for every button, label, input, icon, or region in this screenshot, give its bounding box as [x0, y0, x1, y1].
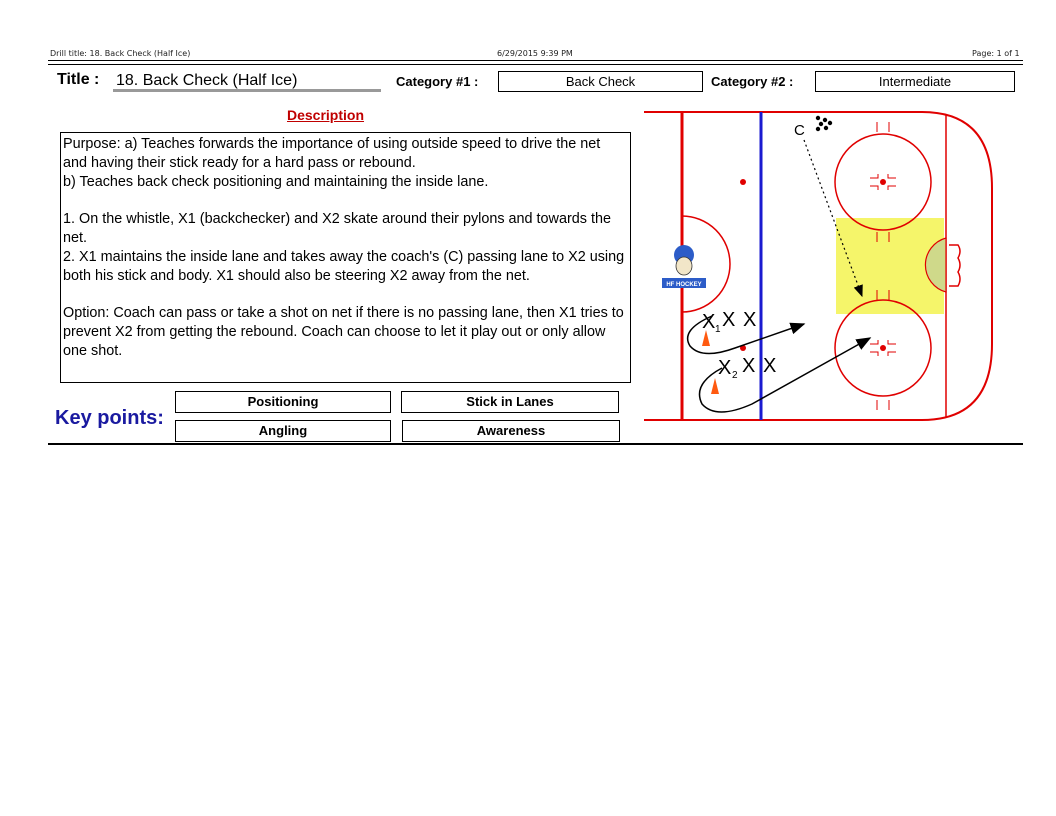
purpose-a-text: Purpose: a) Teaches forwards the importance of using outside speed to drive the net and having their stick ready for a hard pass or rebound.: [63, 136, 601, 171]
key-point-stick-in-lanes: Stick in Lanes: [401, 391, 619, 413]
description-box: [60, 132, 631, 383]
category2-label: Category #2 :: [711, 74, 794, 89]
svg-text:X: X: [742, 355, 756, 377]
title-field: 18. Back Check (Half Ice): [113, 72, 381, 92]
header-page-number: Page: 1 of 1: [972, 49, 1020, 58]
category2-field: Intermediate: [815, 71, 1015, 92]
puck-pile-icon: [816, 116, 832, 131]
svg-text:2: 2: [732, 370, 738, 381]
coach-label: C: [794, 122, 805, 139]
svg-text:X: X: [702, 311, 716, 333]
category1-label: Category #1 :: [396, 74, 479, 89]
team-logo: [662, 245, 706, 288]
purpose-b-text: b) Teaches back check positioning and maintaining the inside lane.: [63, 173, 489, 190]
header-rule-2: [48, 64, 1023, 65]
player-x1: [702, 309, 756, 335]
goal-net: [949, 245, 960, 286]
svg-text:X: X: [743, 309, 757, 331]
player-x2: [718, 355, 776, 381]
option-text: Option: Coach can pass or take a shot on net if there is no passing lane, then X1 tries to prevent X2 from getting the rebound. Coach can choose to let it play out or only allow one shot.: [63, 305, 624, 359]
svg-text:X: X: [718, 357, 732, 379]
step2-text: 2. X1 maintains the inside lane and takes away the coach's (C) passing lane to X2 using both his stick and body. X1 should also be steering X2 away from the net.: [63, 248, 625, 284]
key-point-positioning: Positioning: [175, 391, 391, 413]
key-points-label: Key points:: [55, 407, 164, 429]
cone-bottom-icon: [711, 378, 719, 394]
category1-field: Back Check: [498, 71, 703, 92]
description-heading: Description: [287, 107, 365, 123]
svg-text:1: 1: [715, 324, 721, 335]
step1-text: 1. On the whistle, X1 (backchecker) and X2 skate around their pylons and towards the net.: [63, 211, 611, 246]
title-label: Title :: [57, 71, 100, 88]
header-drill-title: Drill title: 18. Back Check (Half Ice): [50, 49, 191, 58]
neutral-dot-top: [740, 179, 746, 185]
header-rule: [48, 60, 1023, 61]
header-date: 6/29/2015 9:39 PM: [497, 49, 573, 58]
rink-diagram: [640, 108, 1000, 424]
footer-rule: [48, 443, 1023, 445]
svg-text:X: X: [722, 309, 736, 331]
svg-text:X: X: [763, 355, 777, 377]
logo-text: HF HOCKEY: [666, 282, 702, 288]
key-point-angling: Angling: [175, 420, 391, 442]
key-point-awareness: Awareness: [402, 420, 620, 442]
